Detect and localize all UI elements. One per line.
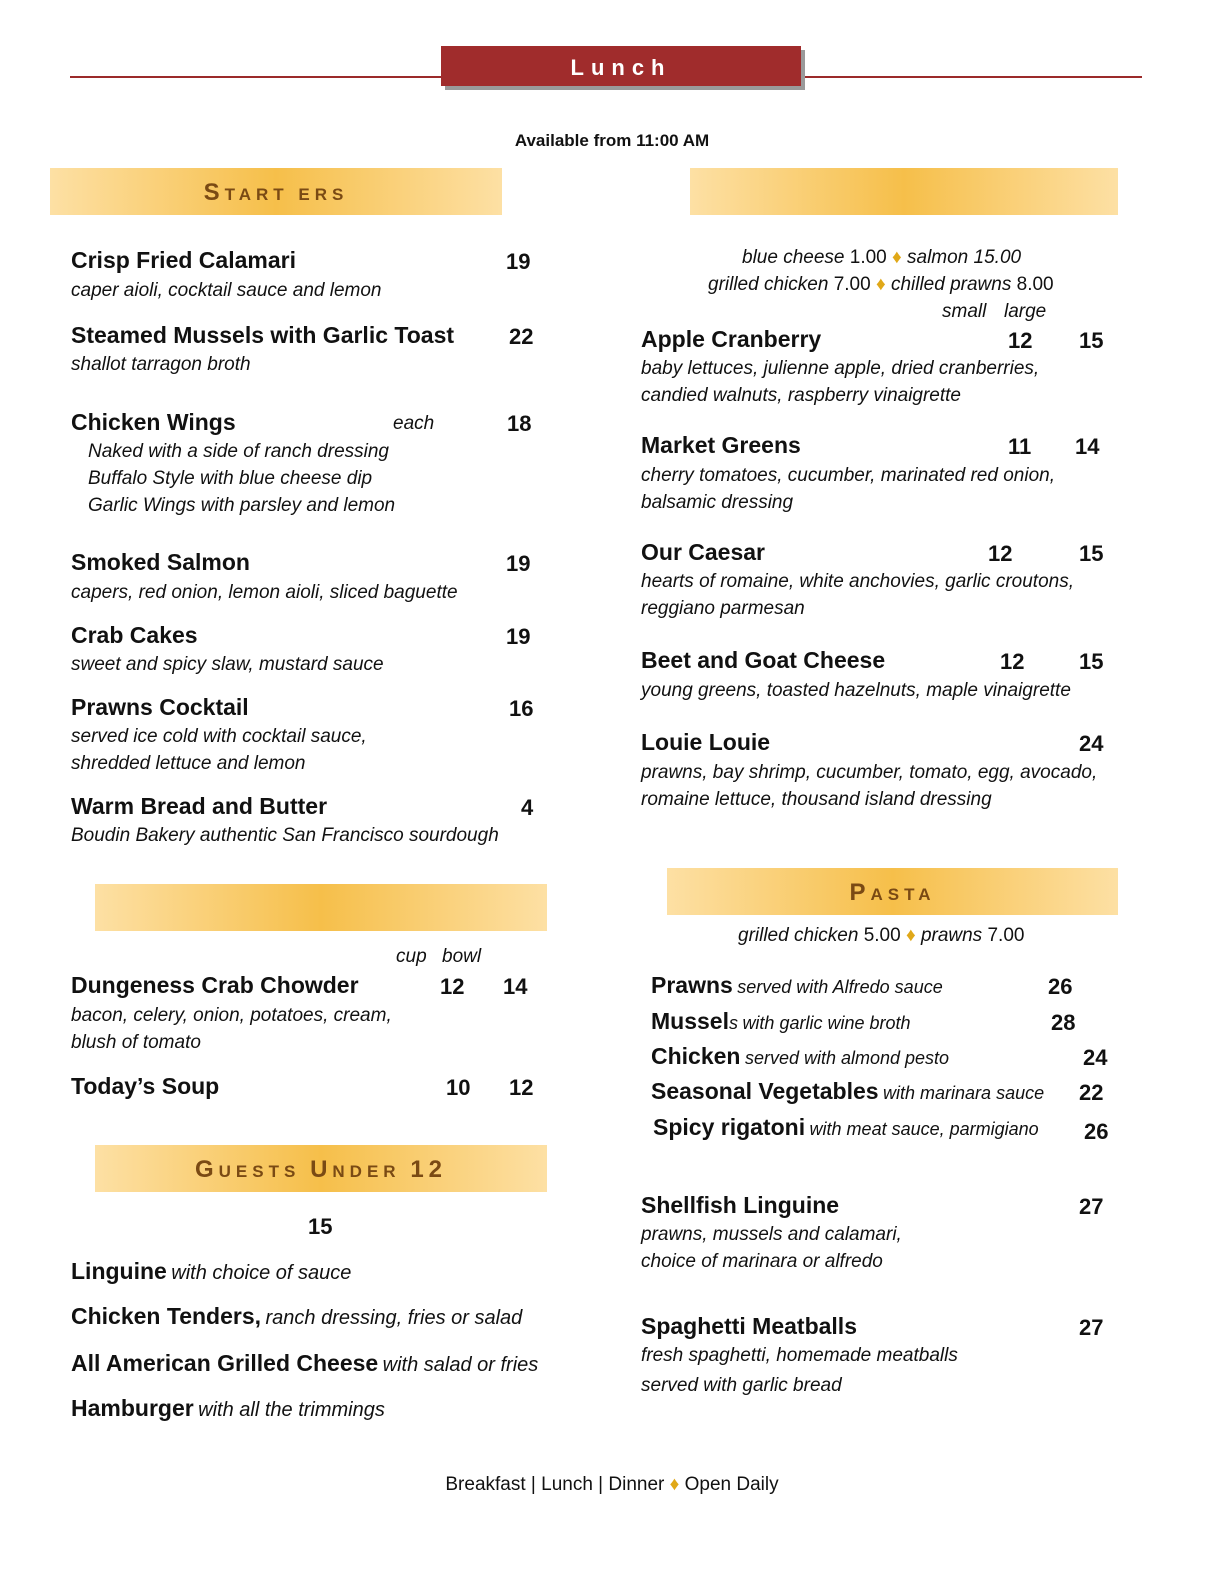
diamond-icon: ♦ (669, 1474, 680, 1495)
header-rule-left (70, 76, 442, 78)
starter-name: Smoked Salmon (71, 549, 250, 575)
soup-price-bowl: 12 (509, 1075, 534, 1100)
footer-hours: Breakfast | Lunch | Dinner (445, 1474, 665, 1495)
pasta-item (651, 972, 943, 999)
kids-item-desc: with all the trimmings (198, 1399, 385, 1421)
starter-name: Chicken Wings (71, 409, 236, 435)
starter-desc: shredded lettuce and lemon (71, 753, 306, 774)
wings-style: Naked with a side of ranch dressing (88, 441, 389, 462)
salad-name: Louie Louie (641, 729, 771, 755)
pasta-item-desc: with marinara sauce (883, 1083, 1045, 1103)
salad-price-large: 14 (1075, 434, 1100, 459)
starter-desc: caper aioli, cocktail sauce and lemon (71, 280, 382, 301)
soup-price-cup: 10 (446, 1075, 471, 1100)
pasta-item-desc: with garlic wine broth (742, 1013, 911, 1033)
pasta-special-price: 27 (1079, 1315, 1104, 1340)
soup-name: Dungeness Crab Chowder (71, 972, 359, 998)
starter-price: 19 (506, 249, 531, 274)
salad-desc: hearts of romaine, white anchovies, garlic croutons, (641, 571, 1074, 592)
pasta-item (651, 1008, 911, 1035)
pasta-heading: PASTA (849, 879, 936, 906)
pasta-item-desc: served with almond pesto (744, 1048, 950, 1068)
salad-price-large: 15 (1079, 649, 1104, 674)
salad-desc: reggiano parmesan (641, 598, 805, 619)
kids-item (71, 1395, 385, 1422)
pasta-price: 26 (1048, 974, 1073, 999)
salad-price-small: 12 (1000, 649, 1025, 674)
pasta-heading-band (667, 868, 1118, 915)
pasta-special-name: Spaghetti Meatballs (641, 1313, 857, 1339)
salad-price: 24 (1079, 731, 1104, 756)
salad-desc: baby lettuces, julienne apple, dried cranberries, (641, 358, 1040, 379)
kids-item-name: All American Grilled Cheese (71, 1350, 379, 1376)
salad-addons-line1: blue cheese 1.00 ♦ salmon 15.00 (742, 247, 1022, 268)
pasta-item-name-tail: s (728, 1013, 738, 1033)
starters-heading: START ERS (203, 179, 349, 206)
pasta-item (651, 1043, 949, 1070)
pasta-price: 24 (1083, 1045, 1108, 1070)
pasta-item-name: Mussel (651, 1008, 729, 1034)
pasta-special-desc: fresh spaghetti, homemade meatballs (641, 1345, 958, 1366)
kids-item (71, 1350, 538, 1377)
pasta-item-name: Prawns (651, 972, 733, 998)
wings-style: Buffalo Style with blue cheese dip (88, 468, 373, 489)
salad-desc: young greens, toasted hazelnuts, maple vinaigrette (641, 680, 1071, 701)
soup-desc: bacon, celery, onion, potatoes, cream, (71, 1005, 392, 1026)
starter-price: 16 (509, 696, 534, 721)
starters-heading-band (50, 168, 502, 215)
kids-price: 15 (308, 1214, 333, 1239)
kids-item-desc: with salad or fries (382, 1354, 539, 1376)
soup-price-bowl: 14 (503, 974, 528, 999)
soup-col-cup: cup (396, 946, 427, 967)
pasta-price: 22 (1079, 1080, 1104, 1105)
starter-name: Crisp Fried Calamari (71, 247, 296, 273)
header-rule-right (801, 76, 1142, 78)
soup-name: Today’s Soup (71, 1073, 220, 1099)
starter-name: Prawns Cocktail (71, 694, 249, 720)
diamond-icon: ♦ (875, 274, 886, 295)
kids-item-desc: with choice of sauce (171, 1262, 352, 1284)
kids-item (71, 1303, 522, 1330)
pasta-item-name: Seasonal Vegetables (651, 1078, 879, 1104)
pasta-special-name: Shellfish Linguine (641, 1192, 840, 1218)
pasta-item-desc: with meat sauce, parmigiano (809, 1119, 1039, 1139)
kids-item-name: Hamburger (71, 1395, 194, 1421)
wings-style: Garlic Wings with parsley and lemon (88, 495, 396, 516)
pasta-item (653, 1114, 1039, 1141)
salad-price-small: 12 (1008, 328, 1033, 353)
kids-item (71, 1258, 351, 1285)
starter-price: 4 (521, 795, 534, 820)
soup-price-cup: 12 (440, 974, 465, 999)
pasta-special-desc: choice of marinara or alfredo (641, 1251, 883, 1272)
salad-price-large: 15 (1079, 328, 1104, 353)
soup-col-bowl: bowl (442, 946, 482, 967)
footer (0, 1474, 1224, 1496)
availability-note: Available from 11:00 AM (514, 131, 710, 150)
pasta-special-desc: prawns, mussels and calamari, (641, 1224, 902, 1245)
salad-price-small: 11 (1008, 434, 1032, 459)
soup-desc: blush of tomato (71, 1032, 201, 1053)
kids-heading-band (95, 1145, 547, 1192)
starter-name: Warm Bread and Butter (71, 793, 328, 819)
salad-col-large: large (1004, 301, 1047, 322)
pasta-special-price: 27 (1079, 1194, 1104, 1219)
salad-desc: candied walnuts, raspberry vinaigrette (641, 385, 962, 406)
kids-item-name: Linguine (71, 1258, 167, 1284)
salad-price-small: 12 (988, 541, 1013, 566)
starter-price: 19 (506, 551, 531, 576)
starter-price: 18 (507, 411, 532, 436)
diamond-icon: ♦ (892, 247, 902, 268)
starter-desc: served ice cold with cocktail sauce, (71, 726, 367, 747)
starter-price: 22 (509, 324, 534, 349)
footer-open: Open Daily (684, 1474, 779, 1495)
pasta-price: 26 (1084, 1119, 1109, 1144)
salad-col-small: small (942, 301, 987, 322)
page-title: Lunch (441, 46, 801, 86)
starter-desc: capers, red onion, lemon aioli, sliced baguette (71, 582, 458, 603)
salad-desc: balsamic dressing (641, 492, 794, 513)
salad-desc: cherry tomatoes, cucumber, marinated red onion, (641, 465, 1055, 486)
starter-name: Steamed Mussels with Garlic Toast (71, 322, 455, 348)
starter-price: 19 (506, 624, 531, 649)
salad-addons-line2: grilled chicken 7.00 ♦ chilled prawns 8.00 (708, 274, 1054, 295)
soups-heading-band (95, 884, 547, 931)
pasta-addons: grilled chicken 5.00 ♦ prawns 7.00 (738, 925, 1025, 946)
pasta-item-name: Chicken (651, 1043, 741, 1069)
wings-each-note: each (393, 413, 435, 434)
salads-heading-band (690, 168, 1118, 215)
diamond-icon: ♦ (905, 925, 916, 946)
pasta-item-name: Spicy rigatoni (653, 1114, 806, 1140)
kids-item-desc: ranch dressing, fries or salad (265, 1307, 523, 1329)
pasta-item (651, 1078, 1044, 1105)
salad-name: Our Caesar (641, 539, 766, 565)
salad-name: Market Greens (641, 432, 801, 458)
starter-desc: shallot tarragon broth (71, 354, 251, 375)
pasta-price: 28 (1051, 1010, 1076, 1035)
salad-desc: prawns, bay shrimp, cucumber, tomato, egg, avocado, (641, 762, 1098, 783)
salad-price-large: 15 (1079, 541, 1104, 566)
starter-desc: Boudin Bakery authentic San Francisco sourdough (71, 825, 499, 846)
salad-name: Apple Cranberry (641, 326, 822, 352)
salad-name: Beet and Goat Cheese (641, 647, 886, 673)
kids-item-name: Chicken Tenders, (71, 1303, 262, 1329)
pasta-item-desc: served with Alfredo sauce (737, 977, 943, 997)
salad-desc: romaine lettuce, thousand island dressing (641, 789, 992, 810)
kids-heading: GUESTS UNDER 12 (194, 1156, 448, 1183)
starter-name: Crab Cakes (71, 622, 198, 648)
pasta-special-desc: served with garlic bread (641, 1375, 842, 1396)
starter-desc: sweet and spicy slaw, mustard sauce (71, 654, 384, 675)
